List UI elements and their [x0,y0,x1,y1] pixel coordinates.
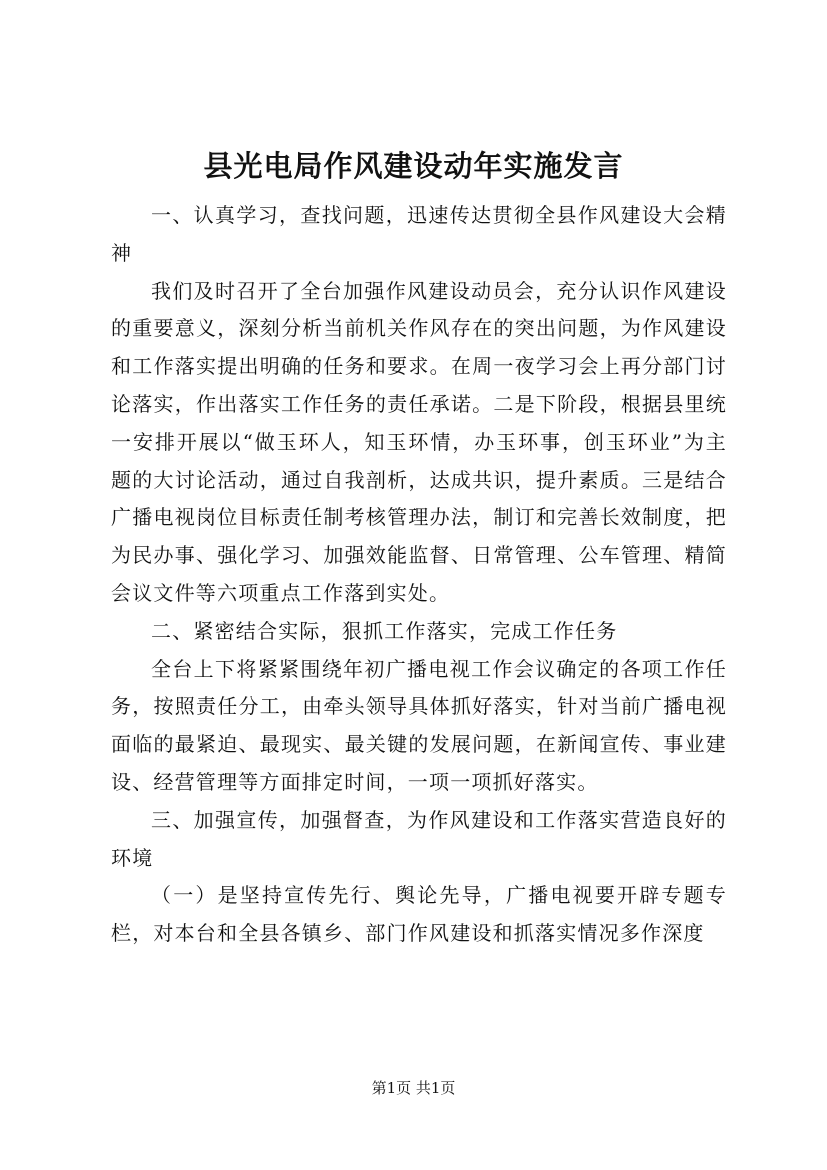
paragraph-3: （一）是坚持宣传先行、舆论先导，广播电视要开辟专题专栏，对本台和全县各镇乡、部门作风建设和抓落实情况多作深度 [111,883,727,946]
document-body [111,197,727,953]
paragraph-2: 全台上下将紧紧围绕年初广播电视工作会议确定的各项工作任务，按照责任分工，由牵头领导具体抓好落实，针对当前广播电视面临的最紧迫、最现实、最关键的发展问题，在新闻宣传、事业建设、经营管理等方面排定时间，一项一项抓好落实。 [111,656,727,794]
section-heading-2: 二、紧密结合实际，狠抓工作落实，完成工作任务 [151,618,618,643]
section-heading-3: 三、加强宣传，加强督查，为作风建设和工作落实营造良好的环境 [111,807,727,870]
page-footer: 第1页 共1页 [371,1079,456,1097]
paragraph-1: 我们及时召开了全台加强作风建设动员会，充分认识作风建设的重要意义，深刻分析当前机关作风存在的突出问题，为作风建设和工作落实提出明确的任务和要求。在周一夜学习会上再分部门讨论落实，作出落实工作任务的责任承诺。二是下阶段，根据县里统一安排开展以“做玉环人，知玉环情，办玉环事，创玉环业”为主题的大讨论活动，通过自我剖析，达成共识，提升素质。三是结合广播电视岗位目标责任制考核管理办法，制订和完善长效制度，把为民办事、强化学习、加强效能监督、日常管理、公车管理、精简会议文件等六项重点工作落到实处。 [111,278,727,605]
section-heading-1: 一、认真学习，查找问题，迅速传达贯彻全县作风建设大会精神 [111,203,727,265]
document-title: 县光电局作风建设动年实施发言 [203,149,624,183]
